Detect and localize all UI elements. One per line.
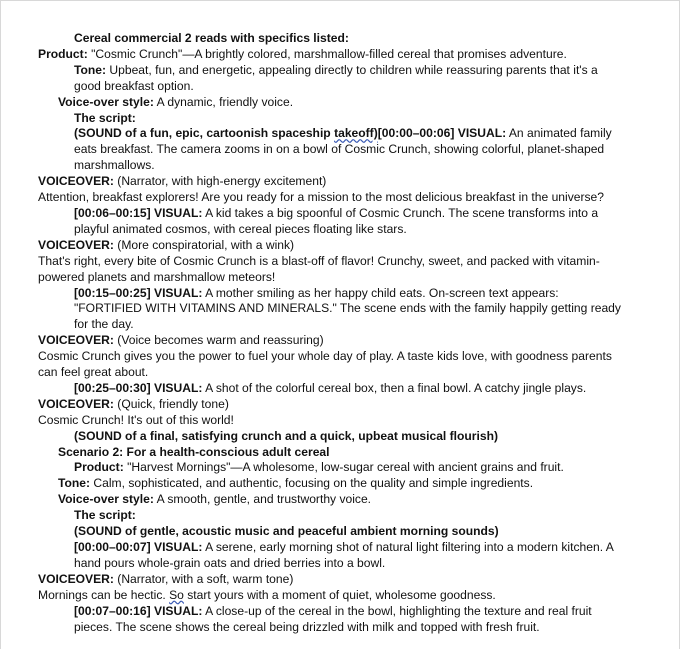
s1-visual-2 — [38, 206, 622, 238]
s2-visual-2-label: [00:07–00:16] VISUAL: — [74, 603, 203, 618]
document-body[interactable] — [38, 31, 622, 635]
s2-vo-1-dir: (Narrator, with a soft, warm tone) — [113, 571, 294, 586]
s1-vo-3-line: Cosmic Crunch gives you the power to fuel your whole day of play. A taste kids love, with goodness parents can feel great about. — [38, 349, 612, 380]
s2-vo-style-line — [38, 492, 622, 508]
s1-vo-2-label: VOICEOVER: — [38, 237, 114, 252]
s1-product-line — [38, 47, 622, 63]
document-heading: Cereal commercial 2 reads with specifics listed: — [74, 31, 349, 45]
s1-vo-style-text: A dynamic, friendly voice. — [153, 94, 294, 109]
s1-visual-1-text: An animated family eats breakfast. The camera zooms in on a bowl of Cosmic Crunch, showing colorful, planet-shaped marshmallows. — [74, 126, 612, 173]
s1-vo-4-dir: (Quick, friendly tone) — [113, 396, 229, 411]
s1-script-label: The script: — [74, 110, 136, 125]
s2-vo-1-line-b: start yours with a moment of quiet, wholesome goodness. — [183, 587, 496, 602]
s2-script-label: The script: — [74, 508, 136, 523]
s1-tone-text: Upbeat, fun, and energetic, appealing directly to children while reassuring parents that it's a good breakfast option. — [74, 62, 598, 93]
s1-vo-2-line: That's right, every bite of Cosmic Crunch is a blast-off of flavor! Crunchy, sweet, and packed with vitamin-powered planets and marshmallow meteors! — [38, 253, 600, 284]
s1-vo-1-label: VOICEOVER: — [38, 174, 114, 189]
s1-visual-3-text: A mother smiling as her happy child eats. On-screen text appears: "FORTIFIED WITH VITAMINS AND MINERALS." The scene ends with the family happily getting ready for the day. — [74, 285, 621, 332]
s2-product-text: "Harvest Mornings"—A wholesome, low-sugar cereal with ancient grains and fruit. — [123, 460, 564, 475]
s1-vo-4-direction — [38, 397, 622, 413]
s1-visual-4-text: A shot of the colorful cereal box, then a final bowl. A catchy jingle plays. — [202, 380, 587, 395]
s1-sound-final: (SOUND of a final, satisfying crunch and a quick, upbeat musical flourish) — [74, 428, 499, 443]
s2-vo-1-line — [38, 588, 622, 604]
s2-product-line — [38, 460, 622, 476]
s2-visual-2 — [38, 604, 622, 636]
s1-sound-1-underlined: takeoff) — [334, 126, 378, 141]
s2-sound-1: (SOUND of gentle, acoustic music and peaceful ambient morning sounds) — [74, 524, 499, 539]
s1-vo-2-direction — [38, 238, 622, 254]
s2-vo-1-direction — [38, 572, 622, 588]
s2-vo-1-line-a: Mornings can be hectic. — [38, 587, 170, 602]
s1-vo-3-direction — [38, 333, 622, 349]
s1-product-label: Product: — [38, 46, 88, 61]
s1-vo-1-direction — [38, 174, 622, 190]
s1-visual-2-label: [00:06–00:15] VISUAL: — [74, 205, 203, 220]
s1-visual-4-label: [00:25–00:30] VISUAL: — [74, 380, 203, 395]
s2-vo-style-label: Voice-over style: — [58, 492, 154, 507]
s2-tone-text: Calm, sophisticated, and authentic, focusing on the quality and simple ingredients. — [90, 476, 534, 491]
s2-vo-style-text: A smooth, gentle, and trustworthy voice. — [153, 492, 372, 507]
s2-product-label: Product: — [74, 460, 124, 475]
s2-tone-label: Tone: — [58, 476, 91, 491]
s2-visual-1 — [38, 540, 622, 572]
s1-product-text: "Cosmic Crunch"—A brightly colored, marshmallow-filled cereal that promises adventure. — [87, 46, 567, 61]
page-border-top — [0, 0, 680, 1]
s1-vo-2-dir: (More conspiratorial, with a wink) — [113, 237, 295, 252]
s2-vo-1-line-underlined: So — [169, 587, 184, 602]
s1-visual-3 — [38, 286, 622, 334]
s1-vo-3-dir: (Voice becomes warm and reassuring) — [113, 333, 324, 348]
s1-sound-1a: (SOUND of a fun, epic, cartoonish spaceship — [74, 126, 335, 141]
s1-visual-4 — [38, 381, 622, 397]
s2-visual-1-label: [00:00–00:07] VISUAL: — [74, 540, 203, 554]
page-border-left — [0, 0, 1, 649]
s1-tone-line — [38, 63, 622, 95]
s2-vo-1-label: VOICEOVER: — [38, 571, 114, 586]
s1-vo-4-label: VOICEOVER: — [38, 396, 114, 411]
s2-visual-2-text: A close-up of the cereal in the bowl, highlighting the texture and real fruit pieces. The scene shows the cereal being drizzled with milk and topped with fresh fruit. — [74, 603, 592, 634]
s2-visual-1-text: A serene, early morning shot of natural light filtering into a modern kitchen. A hand pours whole-grain oats and dried berries into a bowl. — [74, 540, 614, 570]
s1-visual-3-label: [00:15–00:25] VISUAL: — [74, 285, 203, 300]
s1-vo-3-label: VOICEOVER: — [38, 333, 114, 348]
s1-vo-4-line: Cosmic Crunch! It's out of this world! — [38, 412, 234, 427]
s1-tone-label: Tone: — [74, 62, 107, 77]
s1-vo-1-dir: (Narrator, with high-energy excitement) — [113, 174, 327, 189]
s2-scenario-heading: Scenario 2: For a health-conscious adult cereal — [58, 444, 330, 459]
s1-vo-style-line — [38, 95, 622, 111]
s1-vo-1-line: Attention, breakfast explorers! Are you ready for a mission to the most delicious breakfast in the universe? — [38, 190, 605, 205]
s1-visual-2-text: A kid takes a big spoonful of Cosmic Crunch. The scene transforms into a playful animated cosmos, with cereal pieces floating like stars. — [74, 205, 599, 236]
s1-sound-1b: [00:00–00:06] VISUAL: — [377, 126, 507, 141]
s1-vo-style-label: Voice-over style: — [58, 94, 154, 109]
s1-visual-1 — [38, 126, 622, 174]
s2-tone-line — [38, 476, 622, 492]
